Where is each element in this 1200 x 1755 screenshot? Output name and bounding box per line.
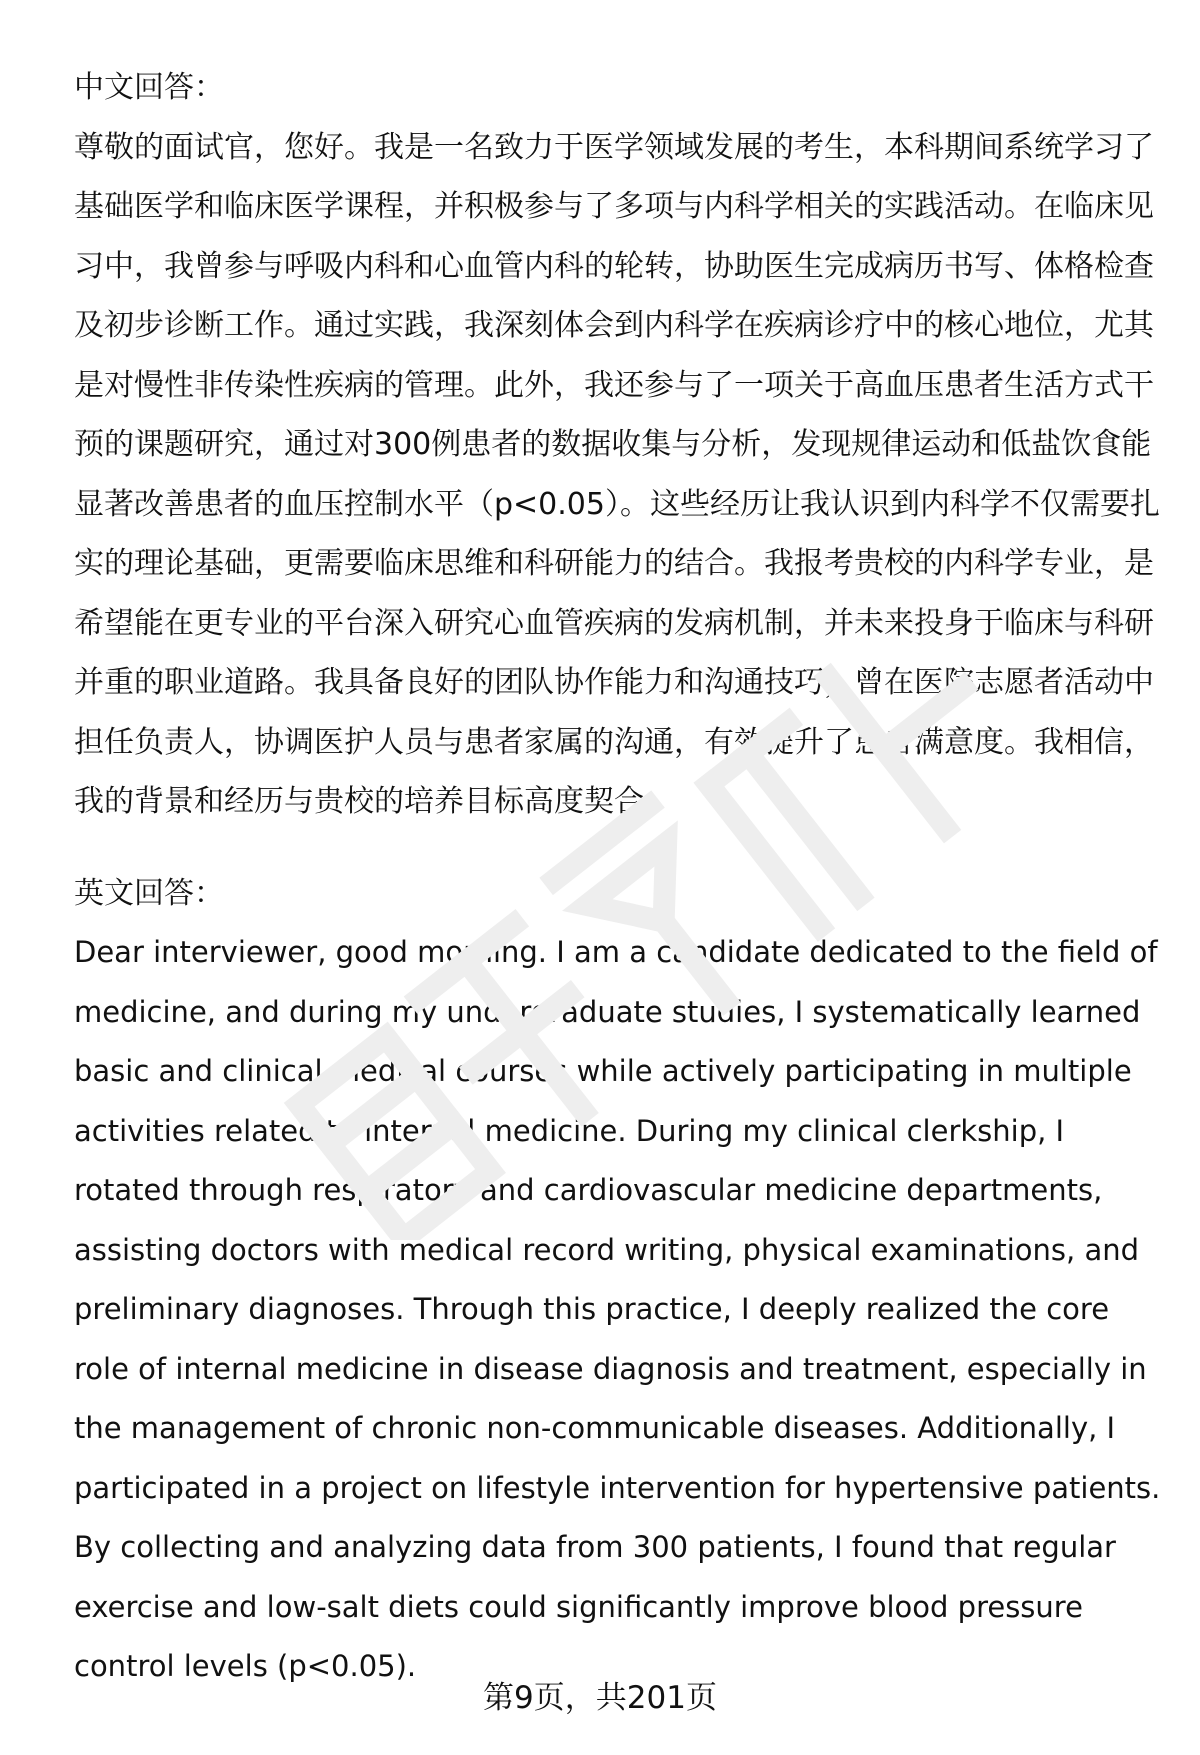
english-answer-heading: 英文回答：: [74, 875, 224, 911]
page-number: 第9页，共201页: [483, 1680, 717, 1716]
chinese-answer-body: 尊敬的面试官，您好。我是一名致力于医学领域发展的考生，本科期间系统学习了基础医学和临床医学课程，并积极参与了多项与内科学相关的实践活动。在临床见习中，我曾参与呼吸内科和心血管内科的轮转，协助医生完成病历书写、体格检查及初步诊断工作。通过实践，我深刻体会到内科学在疾病诊疗中的核心地位，尤其是对慢性非传染性疾病的管理。此外，我还参与了一项关于高血压患者生活方式干预的课题研究，通过对300例患者的数据收集与分析，发现规律运动和低盐饮食能显著改善患者的血压控制水平（p<0.05）。这些经历让我认识到内科学不仅需要扎实的理论基础，更需要临床思维和科研能力的结合。我报考贵校的内科学专业，是希望能在更专业的平台深入研究心血管疾病的发病机制，并未来投身于临床与科研并重的职业道路。我具备良好的团队协作能力和沟通技巧，曾在医院志愿者活动中担任负责人，协调医护人员与患者家属的沟通，有效提升了患者满意度。我相信，我的背景和经历与贵校的培养目标高度契合。: [74, 129, 1160, 819]
chinese-answer-heading: 中文回答：: [74, 70, 224, 105]
english-answer-body: Dear interviewer, good morning. I am a candidate dedicated to the field of medicine, and during my undergraduate studies, I systematically learned basic and clinical medical courses while actively participating in multiple activities related to internal medicine. During my clinical clerkship, I rotated through respiratory and cardiovascular medicine departments, assisting doctors with medical record writing, physical examinations, and preliminary diagnoses. Through this practice, I deeply realized the core role of internal medicine in disease diagnosis and treatment, especially in the management of chronic non-communicable diseases. Additionally, I participated in a project on lifestyle intervention for hypertensive patients. By collecting and analyzing data from 300 patients, I found that regular exercise and low-salt diets could significantly improve blood pressure control levels (p<0.05).: [74, 935, 1161, 1683]
document-content: [74, 58, 1164, 1697]
section-spacer: [74, 832, 1164, 864]
